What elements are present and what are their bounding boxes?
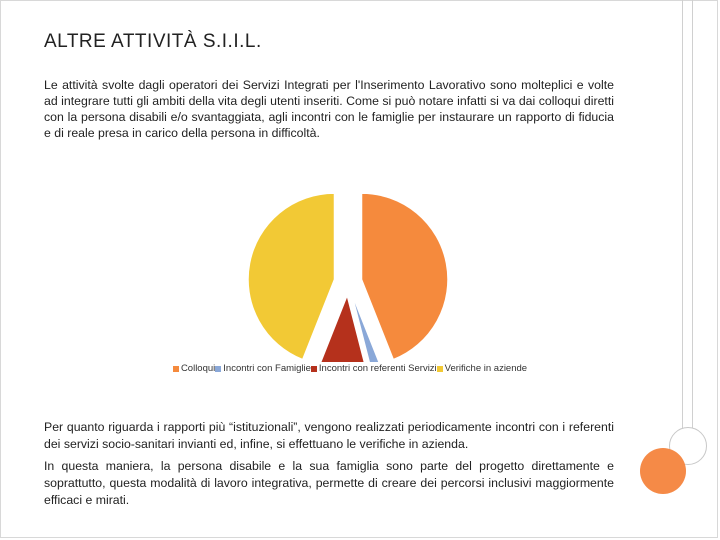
right-decoration bbox=[682, 0, 712, 540]
legend-item-aziende bbox=[437, 363, 527, 374]
legend-item-referenti bbox=[311, 363, 437, 374]
legend-swatch-aziende bbox=[437, 366, 443, 372]
legend-label: Incontri con referenti Servizi bbox=[318, 363, 437, 374]
slide-title: ALTRE ATTIVITÀ S.I.I.L. bbox=[44, 31, 262, 52]
legend-label: Colloqui bbox=[180, 363, 216, 374]
pie-chart bbox=[160, 182, 540, 382]
decoration-orange-circle bbox=[640, 448, 686, 494]
pie-slice-colloqui bbox=[362, 193, 448, 359]
decoration-line bbox=[692, 0, 693, 430]
chart-legend bbox=[160, 363, 540, 374]
legend-label: Incontri con Famiglie bbox=[223, 363, 311, 374]
legend-swatch-referenti bbox=[311, 366, 317, 372]
pie-chart-plot bbox=[160, 182, 540, 362]
legend-item-famiglie bbox=[215, 363, 311, 374]
legend-swatch-famiglie bbox=[215, 366, 221, 372]
legend-swatch-colloqui bbox=[173, 366, 179, 372]
intro-paragraph: Le attività svolte dagli operatori dei Servizi Integrati per l'Inserimento Lavorativo sono molteplici e volte ad integrare tutti gli ambiti della vita degli utenti inseriti. Come si può notare infatti si va dai colloqui diretti con la persona disabili e/o svantaggiata, agli incontri con le famiglie per instaurare un rapporto di fiducia e di reale presa in carico della persona in difficoltà. bbox=[44, 78, 614, 141]
legend-label: Verifiche in aziende bbox=[444, 363, 528, 374]
paragraph-institutional: Per quanto riguarda i rapporti più “istituzionali”, vengono realizzati periodicamente incontri con i referenti dei servizi socio-sanitari invianti ed, infine, si effettuano le verifiche in azienda. bbox=[44, 420, 614, 451]
pie-slice-aziende bbox=[248, 193, 334, 359]
decoration-line bbox=[682, 0, 683, 430]
paragraph-conclusion: In questa maniera, la persona disabile e la sua famiglia sono parte del progetto direttamente e soprattutto, questa modalità di lavoro integrativa, permette di creare dei percorsi inclusivi maggiormente efficaci e mirati. bbox=[44, 459, 614, 507]
legend-item-colloqui bbox=[173, 363, 215, 374]
